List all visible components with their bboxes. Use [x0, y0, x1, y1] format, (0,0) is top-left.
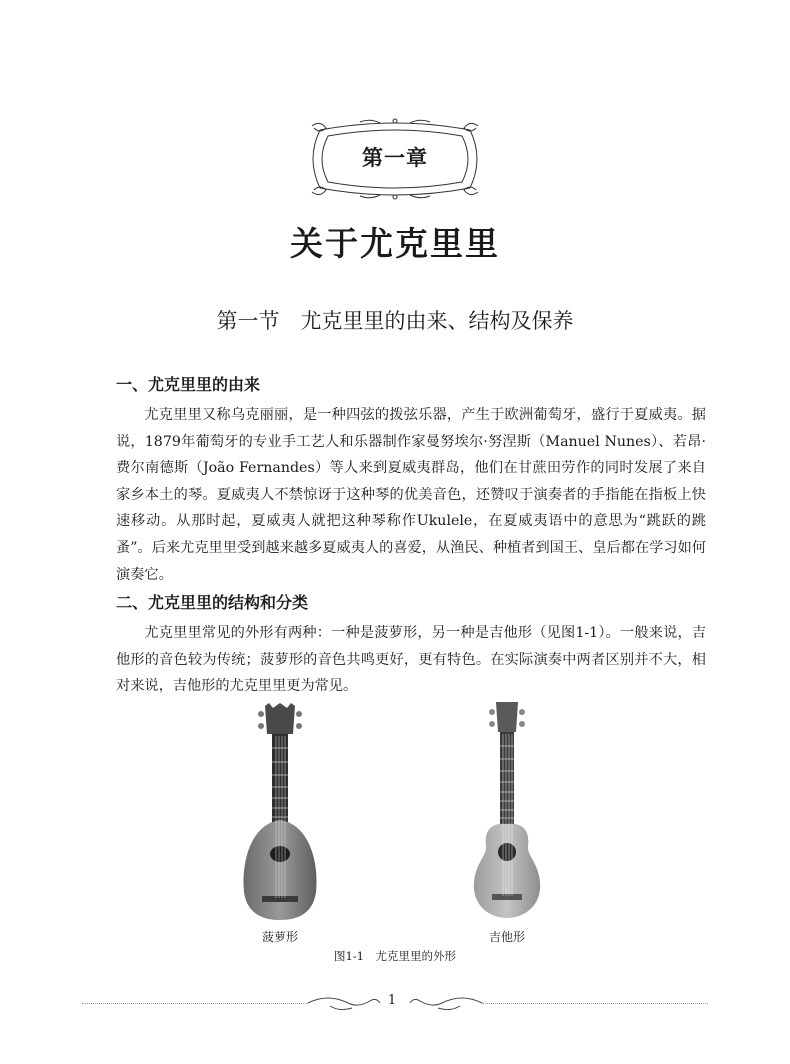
pineapple-ukulele-image: [235, 702, 325, 922]
page-number: 1: [387, 993, 397, 1008]
footer-divider-right: [482, 1003, 708, 1005]
chapter-title: 关于尤克里里: [290, 224, 500, 263]
paragraph-origin: 尤克里里又称乌克丽丽，是一种四弦的拨弦乐器，产生于欧洲葡萄牙，盛行于夏威夷。据说，1879年葡萄牙的专业手工艺人和乐器制作家曼努埃尔·努涅斯（Manuel Nunes）、若昂·费尔南德斯（João Fernandes）等人来到夏威夷群岛，他们在甘蔗田劳作的同时发展了来自家乡本土的琴。夏威夷人不禁惊讶于这种琴的优美音色，还赞叹于演奏者的手指能在指板上快速移动。从那时起，夏威夷人就把这种琴称作Ukulele，在夏威夷语中的意思为“跳跃的跳蚤”。后来尤克里里受到越来越多夏威夷人的喜爱，从渔民、种植者到国王、皇后都在学习如何演奏它。: [116, 407, 706, 583]
paragraph-structure: 尤克里里常见的外形有两种：一种是菠萝形，另一种是吉他形（见图1-1）。一般来说，吉他形的音色较为传统；菠萝形的音色共鸣更好，更有特色。在实际演奏中两者区别并不大，相对来说，吉他形的尤克里里更为常见。: [116, 625, 706, 695]
heading-structure: 二、尤克里里的结构和分类: [116, 593, 309, 612]
figure-right-caption: 吉他形: [488, 930, 525, 944]
guitar-ukulele-image: [462, 700, 552, 922]
figure-left-caption: 菠萝形: [261, 930, 298, 944]
figure-caption: 图1-1 尤克里里的外形: [333, 949, 457, 963]
footer-divider-left: [82, 1003, 308, 1005]
chapter-label: 第一章: [362, 145, 428, 170]
heading-origin: 一、尤克里里的由来: [116, 375, 261, 394]
section-title: 第一节 尤克里里的由来、结构及保养: [216, 309, 574, 333]
